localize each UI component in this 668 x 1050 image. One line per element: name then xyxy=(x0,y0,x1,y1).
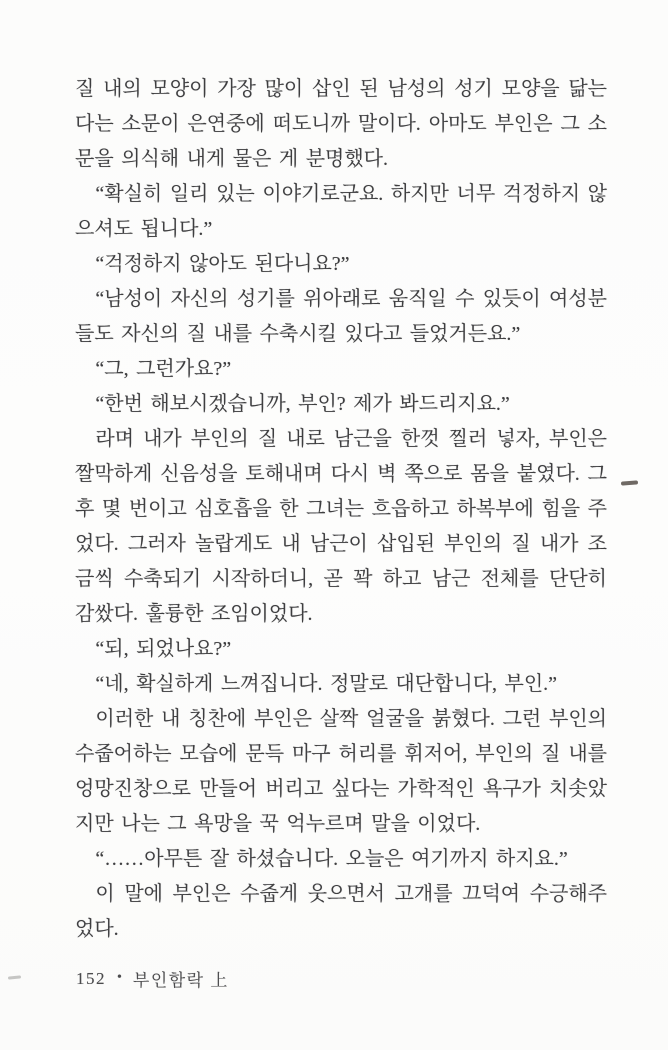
paragraph: “……아무튼 잘 하셨습니다. 오늘은 여기까지 하지요.” xyxy=(95,848,568,870)
paragraph: “그, 그런가요?” xyxy=(95,358,232,380)
scan-artifact-right xyxy=(621,480,638,485)
page-footer xyxy=(76,966,229,991)
scan-artifact-left xyxy=(8,975,21,979)
footer-separator-dot: • xyxy=(117,969,122,985)
paragraph: 이 말에 부인은 수줍게 웃으면서 고개를 끄덕여 수긍해주었다. xyxy=(75,883,607,940)
paragraph: 이러한 내 칭찬에 부인은 살짝 얼굴을 붉혔다. 그런 부인의 수줍어하는 모습에 문득 마구 허리를 휘저어, 부인의 질 내를 엉망진창으로 만들어 버리고 싶다는 가학적인 욕구가 치솟았지만 나는 그 욕망을 꾹 억누르며 말을 이었다. xyxy=(75,708,607,835)
paragraph: “확실히 일리 있는 이야기로군요. 하지만 너무 걱정하지 않으셔도 됩니다.” xyxy=(75,183,607,240)
paragraph: “걱정하지 않아도 된다니요?” xyxy=(95,253,350,275)
paragraph: 라며 내가 부인의 질 내로 남근을 한껏 찔러 넣자, 부인은 짤막하게 신음성을 토해내며 다시 벽 쪽으로 몸을 붙였다. 그 후 몇 번이고 심호흡을 한 그녀는 흐읍하고 하복부에 힘을 주었다. 그러자 놀랍게도 내 남근이 삽입된 부인의 질 내가 조금씩 수축되기 시작하더니, 곧 꽉 하고 남근 전체를 단단히 감쌌다. 훌륭한 조임이었다. xyxy=(75,428,607,625)
page-number: 152 xyxy=(76,968,106,988)
paragraph: “네, 확실하게 느껴집니다. 정말로 대단합니다, 부인.” xyxy=(95,673,558,695)
paragraph: 질 내의 모양이 가장 많이 삽인 된 남성의 성기 모양을 닮는다는 소문이 은연중에 떠도니까 말이다. 아마도 부인은 그 소문을 의식해 내게 물은 게 분명했다. xyxy=(75,78,607,170)
body-text xyxy=(75,72,607,947)
paragraph: “한번 해보시겠습니까, 부인? 제가 봐드리지요.” xyxy=(95,393,510,415)
paragraph: “남성이 자신의 성기를 위아래로 움직일 수 있듯이 여성분들도 자신의 질 내를 수축시킬 있다고 들었거든요.” xyxy=(75,288,607,345)
book-title: 부인함락 上 xyxy=(132,971,229,990)
paragraph: “되, 되었나요?” xyxy=(95,638,232,660)
